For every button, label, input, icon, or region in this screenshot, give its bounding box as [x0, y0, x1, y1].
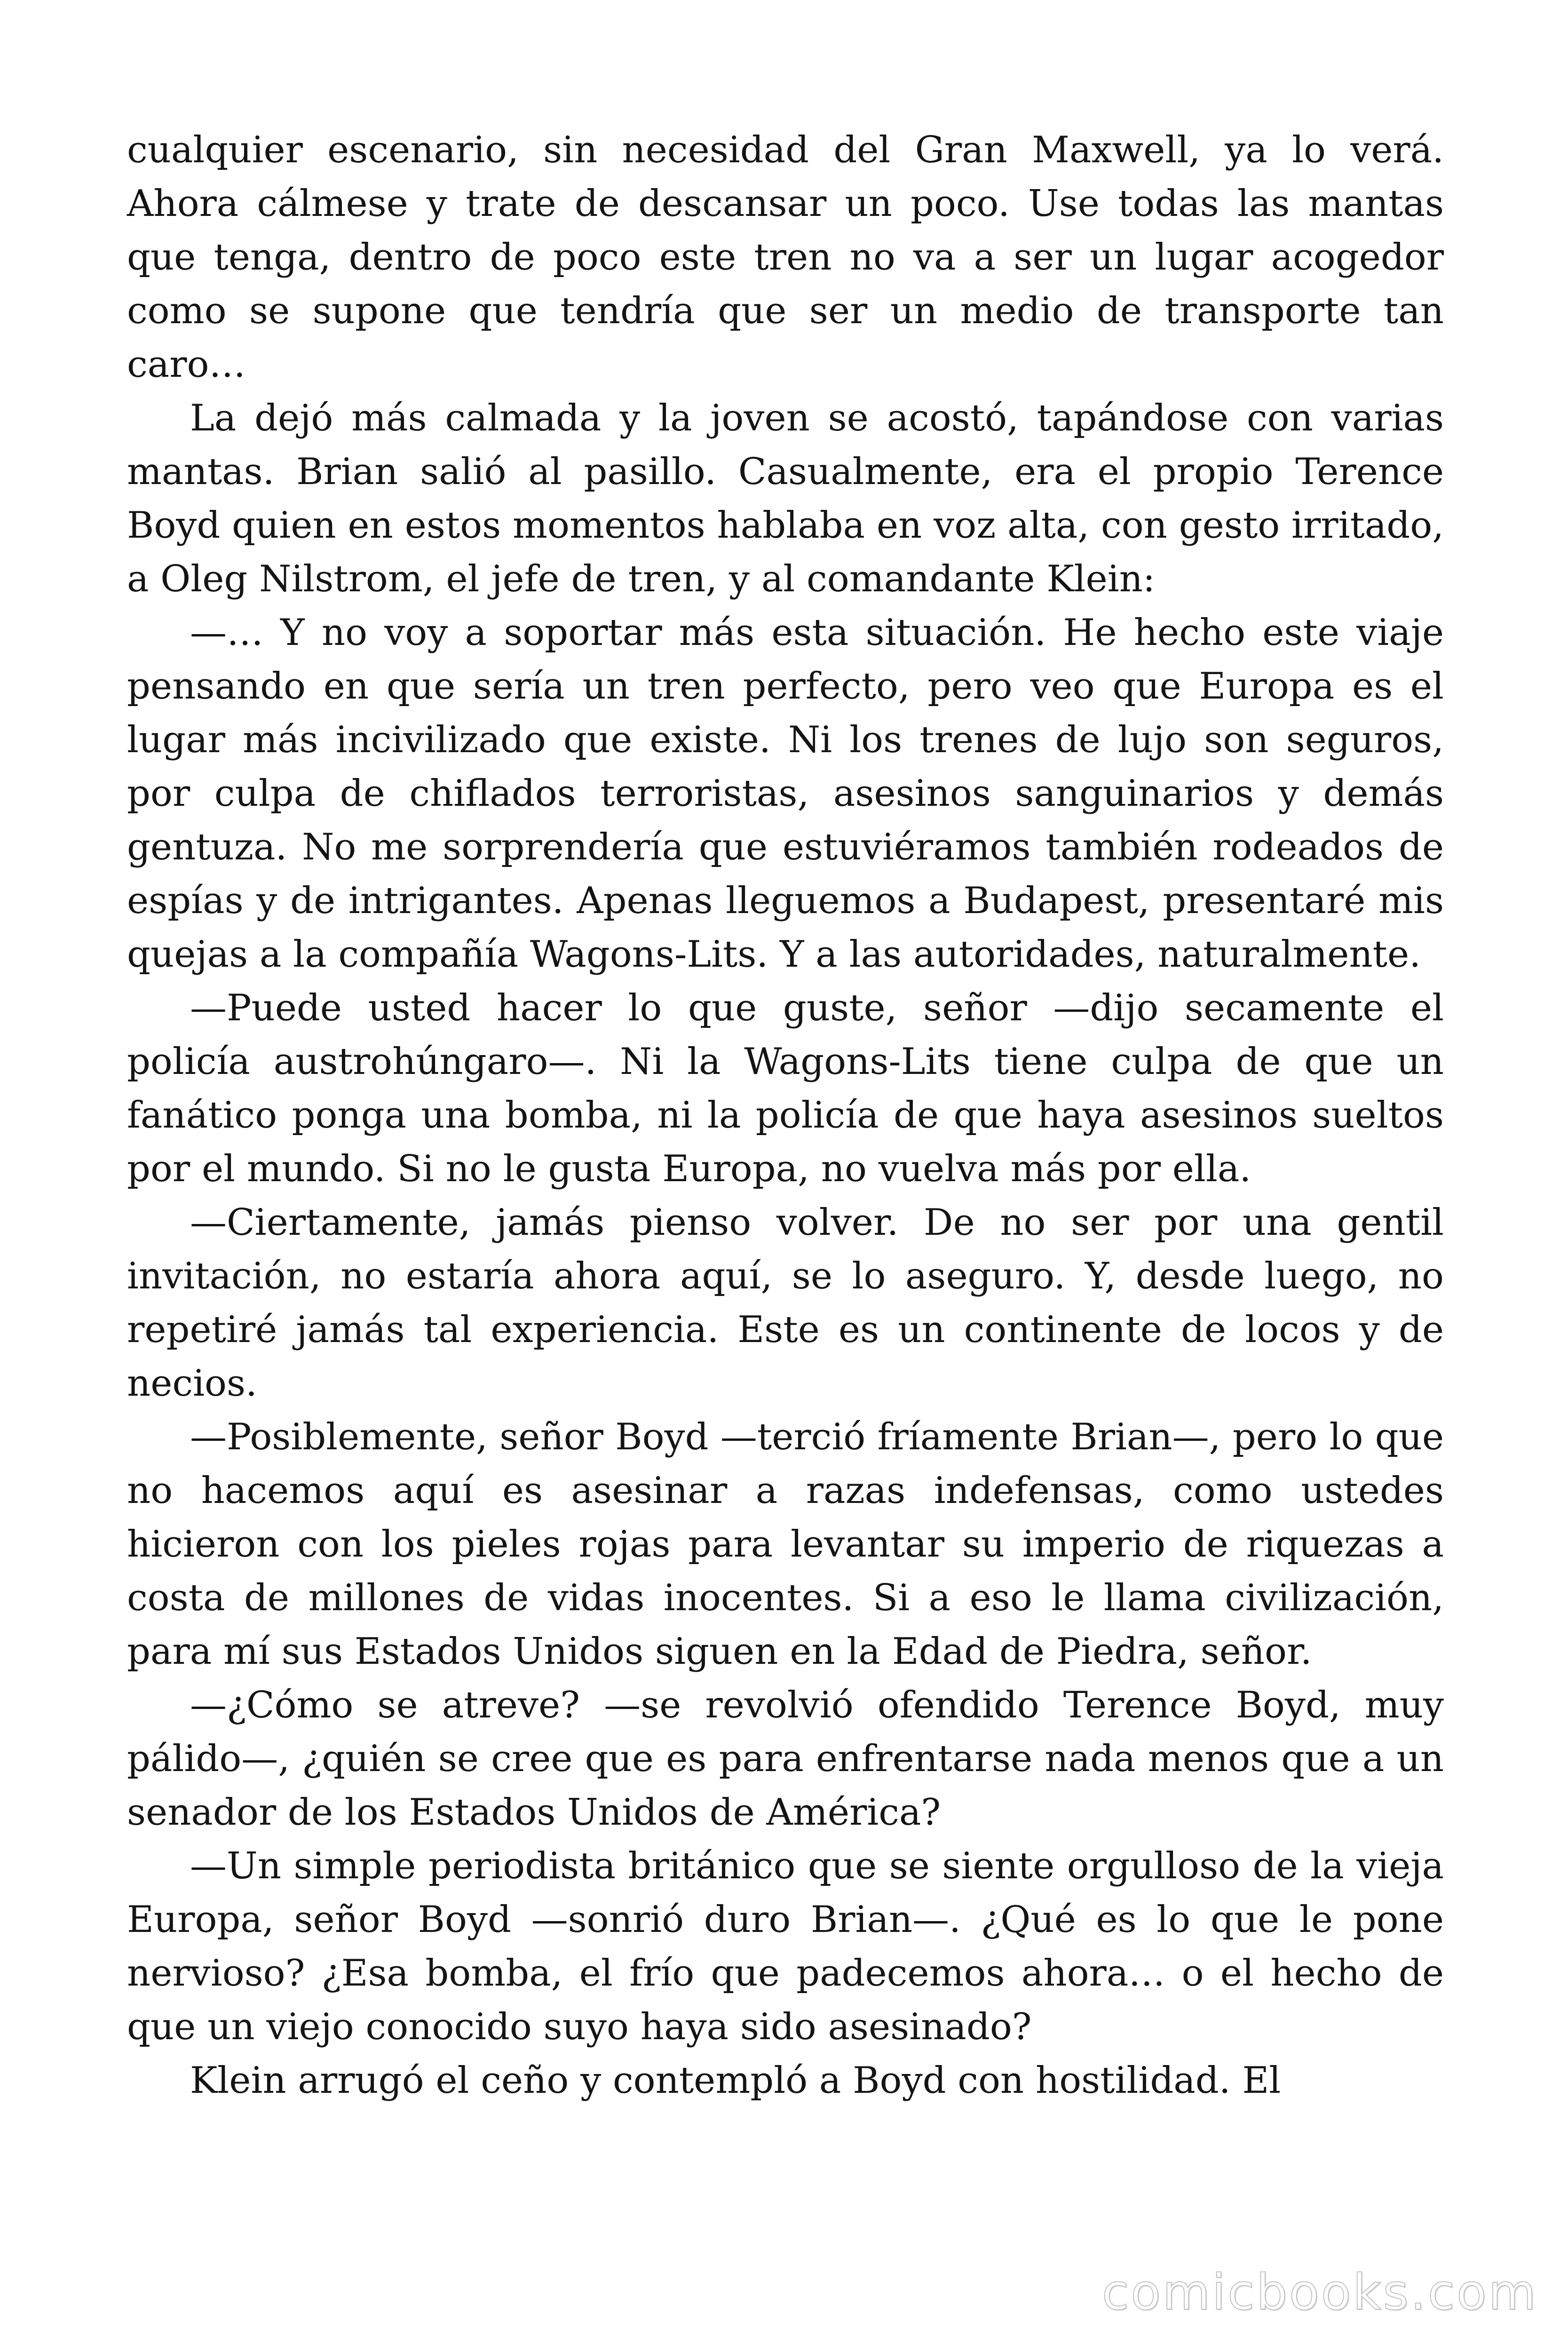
watermark: comicbooks.com: [1101, 2264, 1538, 2321]
paragraph: —Posiblemente, señor Boyd —terció fríamente Brian—, pero lo que no hacemos aquí es asesinar a razas indefensas, como ustedes hicieron con los pieles rojas para levantar su imperio de riquezas a costa de millones de vidas inocentes. Si a eso le llama civilización, para mí sus Estados Unidos siguen en la Edad de Piedra, señor.: [127, 1416, 1444, 1673]
paragraph: —Puede usted hacer lo que guste, señor —dijo secamente el policía austrohúngaro—. Ni la Wagons-Lits tiene culpa de que un fanático ponga una bomba, ni la policía de que haya asesinos sueltos por el mundo. Si no le gusta Europa, no vuelva más por ella.: [127, 987, 1444, 1190]
page-text: [127, 123, 1444, 2107]
paragraph-continued: cualquier escenario, sin necesidad del Gran Maxwell, ya lo verá. Ahora cálmese y trate de descansar un poco. Use todas las mantas que tenga, dentro de poco este tren no va a ser un lugar acogedor como se supone que tendría que ser un medio de transporte tan caro…: [127, 129, 1444, 386]
paragraph: —Ciertamente, jamás pienso volver. De no ser por una gentil invitación, no estaría ahora aquí, se lo aseguro. Y, desde luego, no repetiré jamás tal experiencia. Este es un continente de locos y de necios.: [127, 1201, 1444, 1405]
paragraph: —Un simple periodista británico que se siente orgulloso de la vieja Europa, señor Boyd —sonrió duro Brian—. ¿Qué es lo que le pone nervioso? ¿Esa bomba, el frío que padecemos ahora… o el hecho de que un viejo conocido suyo haya sido asesinado?: [127, 1845, 1444, 2048]
paragraph: La dejó más calmada y la joven se acostó, tapándose con varias mantas. Brian salió al pasillo. Casualmente, era el propio Terence Boyd quien en estos momentos hablaba en voz alta, con gesto irritado, a Oleg Nilstrom, el jefe de tren, y al comandante Klein:: [127, 397, 1444, 600]
paragraph: —… Y no voy a soportar más esta situación. He hecho este viaje pensando en que sería un tren perfecto, pero veo que Europa es el lugar más incivilizado que existe. Ni los trenes de lujo son seguros, por culpa de chiflados terroristas, asesinos sanguinarios y demás gentuza. No me sorprendería que estuviéramos también rodeados de espías y de intrigantes. Apenas lleguemos a Budapest, presentaré mis quejas a la compañía Wagons-Lits. Y a las autoridades, naturalmente.: [127, 612, 1444, 976]
paragraph: —¿Cómo se atreve? —se revolvió ofendido Terence Boyd, muy pálido—, ¿quién se cree que es para enfrentarse nada menos que a un senador de los Estados Unidos de América?: [127, 1684, 1444, 1834]
paragraph-truncated: Klein arrugó el ceño y contempló a Boyd con hostilidad. El: [190, 2059, 1281, 2102]
